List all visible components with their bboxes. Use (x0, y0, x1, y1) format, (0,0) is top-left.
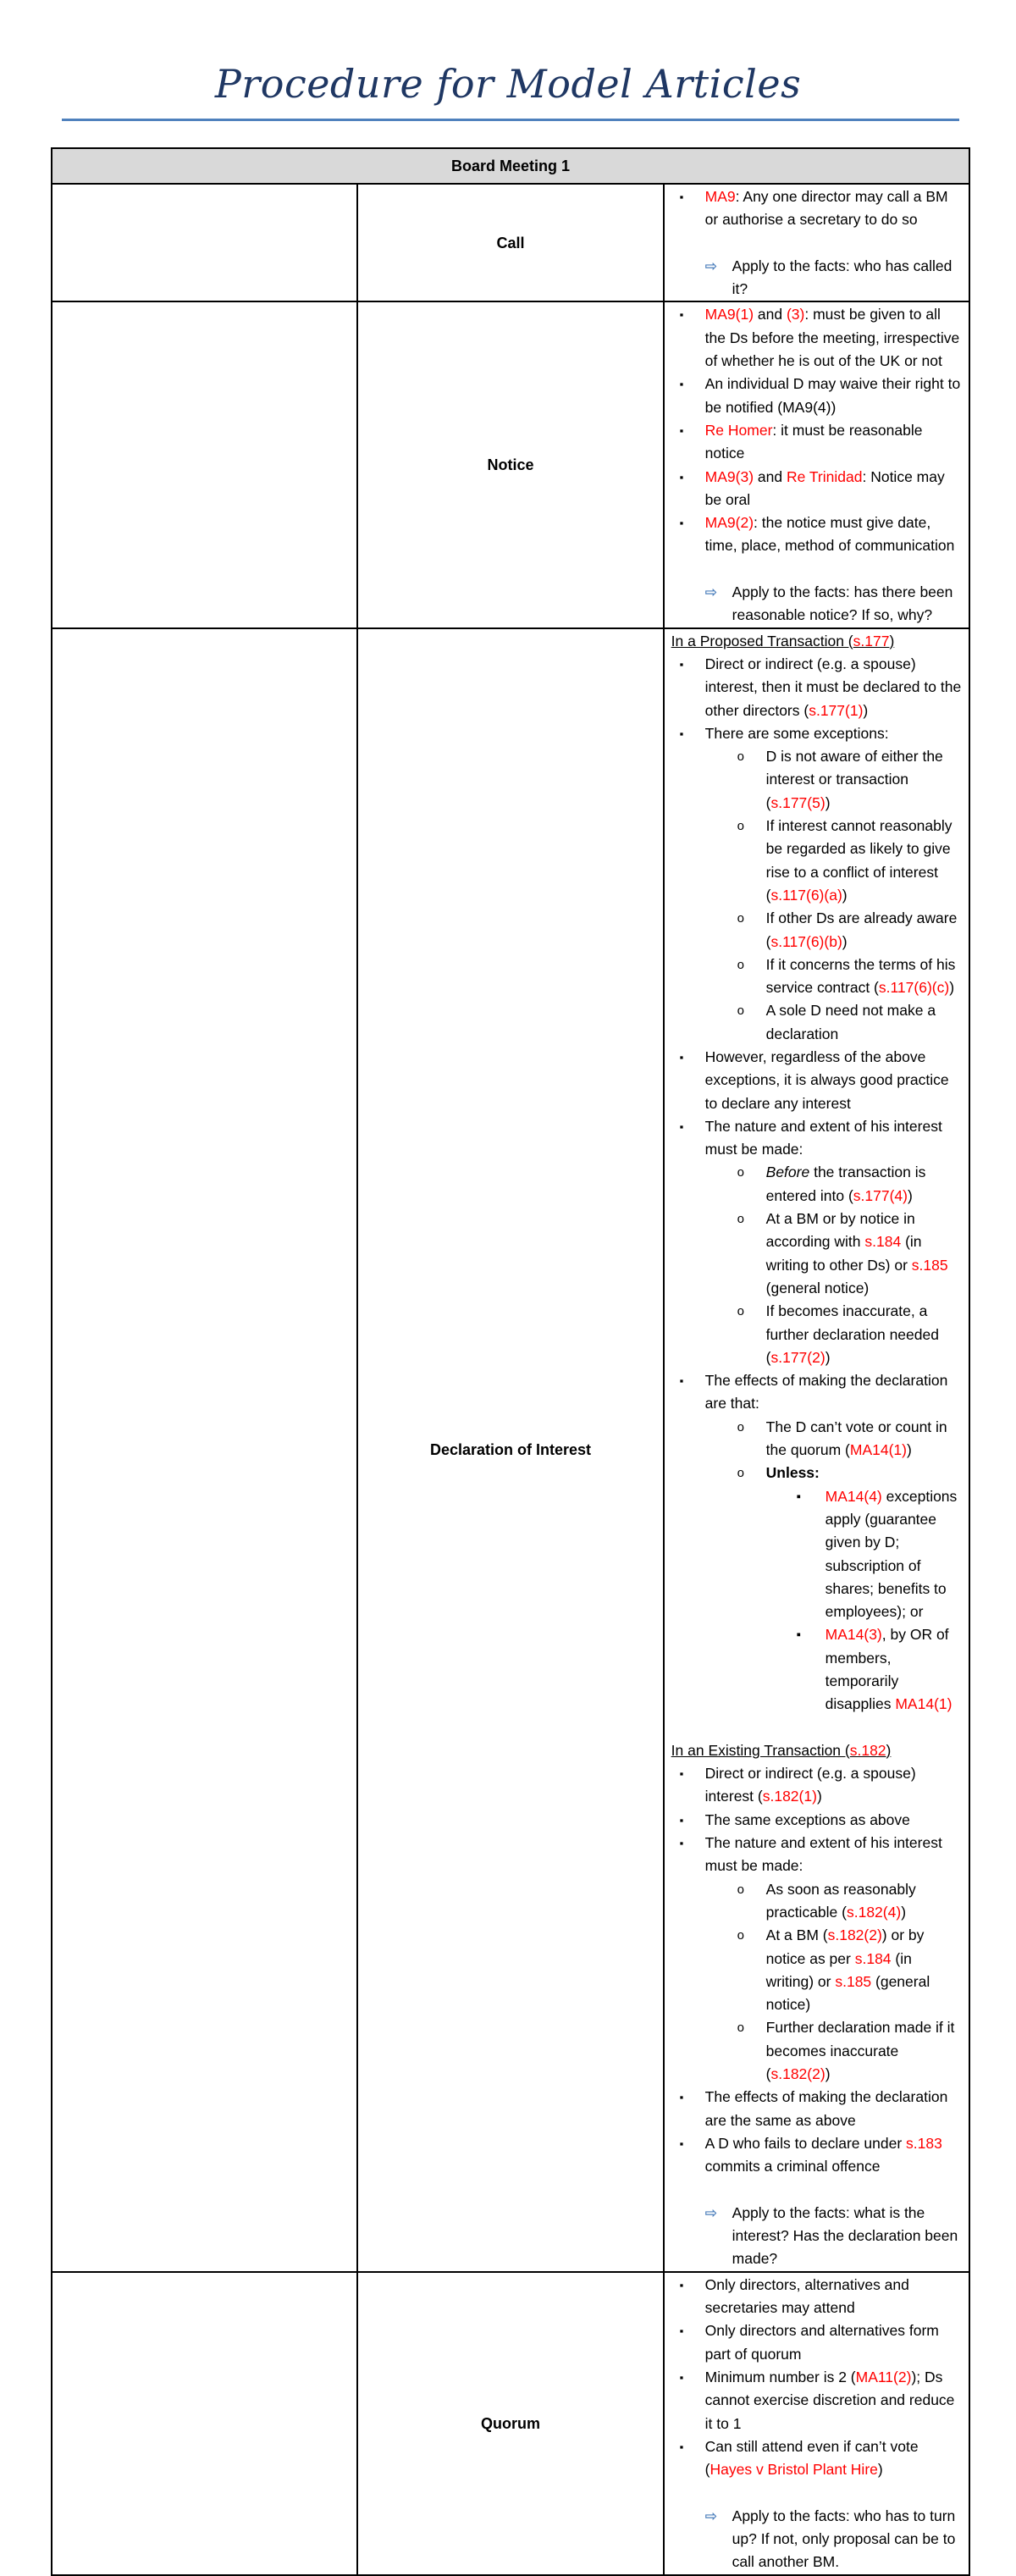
table-row (52, 184, 969, 301)
apply-line (671, 2202, 964, 2271)
list-item (671, 1462, 964, 1484)
text-run: The effects of making the declaration are that: (704, 1372, 948, 1412)
spacer (671, 2179, 964, 2202)
text-run: Apply to the facts: has there been reasonable notice? If so, why? (732, 583, 953, 624)
list-item (671, 2274, 964, 2320)
spacer (671, 232, 964, 255)
text-run: (general notice) (765, 1279, 870, 1296)
list-item (671, 1115, 964, 1162)
text-run: Minimum number is 2 ( (704, 2368, 856, 2385)
list-item (671, 1924, 964, 2016)
row-gutter (52, 301, 357, 627)
citation: s.177 (853, 632, 890, 650)
citation: MA9(3) (704, 467, 754, 485)
list-item (671, 1416, 964, 1462)
text-run: However, regardless of the above exceptions, it is always good practice to declare any interest (704, 1048, 949, 1112)
text-run: Unless: (765, 1464, 820, 1482)
text-run: There are some exceptions: (704, 724, 889, 742)
text-run: A D who fails to declare under (704, 2134, 907, 2152)
list-item (671, 745, 964, 815)
citation: MA9(1) (704, 306, 754, 323)
list-item (671, 999, 964, 1046)
citation: Re Trinidad (786, 467, 863, 485)
spacer (671, 558, 964, 581)
section-content (664, 2272, 969, 2575)
text-run: ) (825, 2065, 831, 2083)
text-run: ) (842, 886, 848, 904)
citation: s.185 (835, 1972, 872, 1990)
text-run: D is not aware of either the interest or transaction ( (765, 748, 943, 811)
list-item (671, 954, 964, 1000)
row-gutter (52, 628, 357, 2272)
text-run: Direct or indirect (e.g. a spouse) interest, then it must be declared to the other directors ( (704, 655, 962, 719)
text-run: In an Existing Transaction ( (671, 1741, 850, 1759)
list-item (671, 2435, 964, 2482)
text-run: ) (816, 1788, 822, 1805)
list-item (671, 466, 964, 512)
text-run: (general notice) (765, 1972, 930, 2014)
title-underline (62, 119, 959, 121)
citation: s.183 (906, 2134, 942, 2152)
text-run: : Any one director may call a BM or authorise a secretary to do so (704, 188, 948, 229)
list-item (671, 1762, 964, 1809)
citation: s.177(2) (770, 1348, 826, 1366)
subheading (671, 1739, 964, 1762)
right-arrow-icon: ⇨ (704, 2203, 718, 2221)
text-run: The nature and extent of his interest must be made: (704, 1834, 942, 1875)
text-run: ) (825, 793, 831, 811)
text-run: Apply to the facts: what is the interest? Has the declaration been made? (732, 2203, 958, 2268)
text-run: ) (907, 1186, 913, 1204)
table-row (52, 628, 969, 2272)
list-item (671, 1809, 964, 1832)
citation: MA14(3) (825, 1626, 882, 1644)
citation: s.185 (911, 1256, 948, 1274)
text-run: , by OR of members, temporarily disapplies (825, 1626, 949, 1713)
text-run: The D can’t vote or count in the quorum ( (765, 1418, 947, 1459)
citation: MA9 (704, 188, 736, 205)
text-run: (in writing) or (765, 1949, 912, 1990)
citation: s.117(6)(a) (770, 886, 842, 904)
list-item (671, 2132, 964, 2179)
text-run: If it concerns the terms of his service contract ( (765, 955, 956, 997)
right-arrow-icon: ⇨ (704, 2507, 718, 2524)
text-run: and (754, 306, 787, 323)
text-run: Direct or indirect (e.g. a spouse) interest ( (704, 1765, 916, 1805)
text-run: (in writing to other Ds) or (765, 1233, 922, 1274)
list-item (671, 1369, 964, 1416)
list-item (671, 1832, 964, 1878)
citation: Re Homer (704, 421, 773, 439)
list-item (671, 2366, 964, 2435)
table-heading: Board Meeting 1 (52, 148, 969, 184)
text-run: ) (906, 1441, 912, 1459)
section-label: Notice (357, 301, 663, 627)
text-run: ) (901, 1903, 907, 1921)
text-run: Apply to the facts: who has to turn up? If not, only proposal can be to call another BM. (732, 2507, 956, 2571)
subheading (671, 630, 964, 653)
list-item (671, 303, 964, 373)
list-item (671, 1485, 964, 1624)
text-run: If becomes inaccurate, a further declaration needed ( (765, 1302, 939, 1366)
text-run: Only directors, alternatives and secretaries may attend (704, 2275, 909, 2317)
text-run: The effects of making the declaration are the same as above (704, 2088, 948, 2129)
text-run: At a BM ( (765, 1926, 828, 1944)
citation: s.177(4) (853, 1186, 908, 1204)
section-content (664, 628, 969, 2272)
text-run: ) (949, 979, 955, 997)
section-label: Quorum (357, 2272, 663, 2575)
list-item (671, 722, 964, 745)
list-item (671, 1300, 964, 1369)
text-run: If interest cannot reasonably be regarded as likely to give rise to a conflict of interest ( (765, 817, 952, 904)
text-run: ) (842, 932, 848, 950)
citation: MA9(2) (704, 514, 754, 532)
text-run: ) (863, 701, 869, 719)
citation: s.182(2) (770, 2065, 826, 2083)
text-run: An individual D may waive their right to be notified (MA9(4)) (704, 375, 961, 416)
section-content (664, 184, 969, 301)
text-run: Only directors and alternatives form part of quorum (704, 2322, 939, 2363)
board-meeting-table (51, 147, 970, 2576)
text-run: Further declaration made if it becomes inaccurate ( (765, 2019, 955, 2083)
citation: MA14(1) (895, 1695, 952, 1713)
text-run: commits a criminal offence (704, 2158, 881, 2175)
list-item (671, 511, 964, 558)
apply-line (671, 255, 964, 301)
list-item (671, 2016, 964, 2086)
text-run: The same exceptions as above (704, 1810, 910, 1828)
citation: s.184 (854, 1949, 892, 1967)
text-run: and (754, 467, 787, 485)
list-item (671, 1208, 964, 1300)
list-item (671, 1161, 964, 1208)
citation: s.184 (864, 1233, 902, 1251)
right-arrow-icon: ⇨ (704, 257, 718, 274)
text-run: At a BM or by notice in according with (765, 1210, 915, 1251)
table-body (52, 184, 969, 2575)
citation: s.182(4) (846, 1903, 902, 1921)
citation: s.177(1) (809, 701, 864, 719)
list-item (671, 1878, 964, 1925)
list-item (671, 907, 964, 954)
section-content (664, 301, 969, 627)
text-run: The nature and extent of his interest must be made: (704, 1117, 942, 1158)
text-run: Apply to the facts: who has called it? (732, 257, 952, 298)
text-run: the transaction is entered into ( (765, 1164, 926, 1204)
list-item (671, 815, 964, 907)
text-run: Can still attend even if can’t vote ( (704, 2437, 919, 2479)
citation: (3) (786, 306, 805, 323)
text-run: As soon as reasonably practicable ( (765, 1880, 916, 1921)
list-item (671, 1623, 964, 1716)
list-item (671, 185, 964, 232)
citation: MA11(2) (855, 2368, 912, 2385)
apply-line (671, 581, 964, 627)
text-run: ) (889, 632, 895, 650)
citation: s.182(2) (827, 1926, 882, 1944)
text-run: ) or by notice as per (765, 1926, 925, 1967)
text-run: In a Proposed Transaction ( (671, 632, 853, 650)
section-label: Declaration of Interest (357, 628, 663, 2272)
text-run: ) (886, 1741, 892, 1759)
list-item (671, 419, 964, 466)
citation: s.182(1) (762, 1788, 817, 1805)
page-title: Procedure for Model Articles (214, 61, 802, 107)
list-item (671, 653, 964, 722)
list-item (671, 1046, 964, 1115)
citation: Hayes v Bristol Plant Hire (710, 2461, 878, 2479)
row-gutter (52, 184, 357, 301)
table-row (52, 2272, 969, 2575)
text-run: A sole D need not make a declaration (765, 1002, 936, 1042)
table-row (52, 301, 969, 627)
citation: MA14(4) (825, 1487, 882, 1505)
spacer (671, 2481, 964, 2504)
text-run: ); Ds cannot exercise discretion and reduce it to 1 (704, 2368, 955, 2432)
citation: s.182 (849, 1741, 886, 1759)
text-run: : it must be reasonable notice (704, 421, 923, 462)
text-run: exceptions apply (guarantee given by D; subscription of shares; benefits to employees); or (825, 1487, 958, 1621)
list-item (671, 2319, 964, 2366)
right-arrow-icon: ⇨ (704, 583, 718, 601)
text-run: : must be given to all the Ds before the meeting, irrespective of whether he is out of the UK or not (704, 306, 960, 370)
list-item (671, 2086, 964, 2132)
text-run: : the notice must give date, time, place, method of communication (704, 514, 955, 555)
list-item (671, 373, 964, 419)
text-run: : Notice may be oral (704, 467, 945, 508)
spacer (671, 1716, 964, 1739)
text-run: If other Ds are already aware ( (765, 909, 958, 950)
text-run: Before (765, 1164, 810, 1181)
text-run: ) (877, 2461, 883, 2479)
citation: MA14(1) (849, 1441, 907, 1459)
row-gutter (52, 2272, 357, 2575)
citation: s.177(5) (770, 793, 826, 811)
citation: s.117(6)(c) (878, 979, 950, 997)
text-run: ) (825, 1348, 831, 1366)
section-label: Call (357, 184, 663, 301)
apply-line (671, 2505, 964, 2574)
citation: s.117(6)(b) (770, 932, 842, 950)
